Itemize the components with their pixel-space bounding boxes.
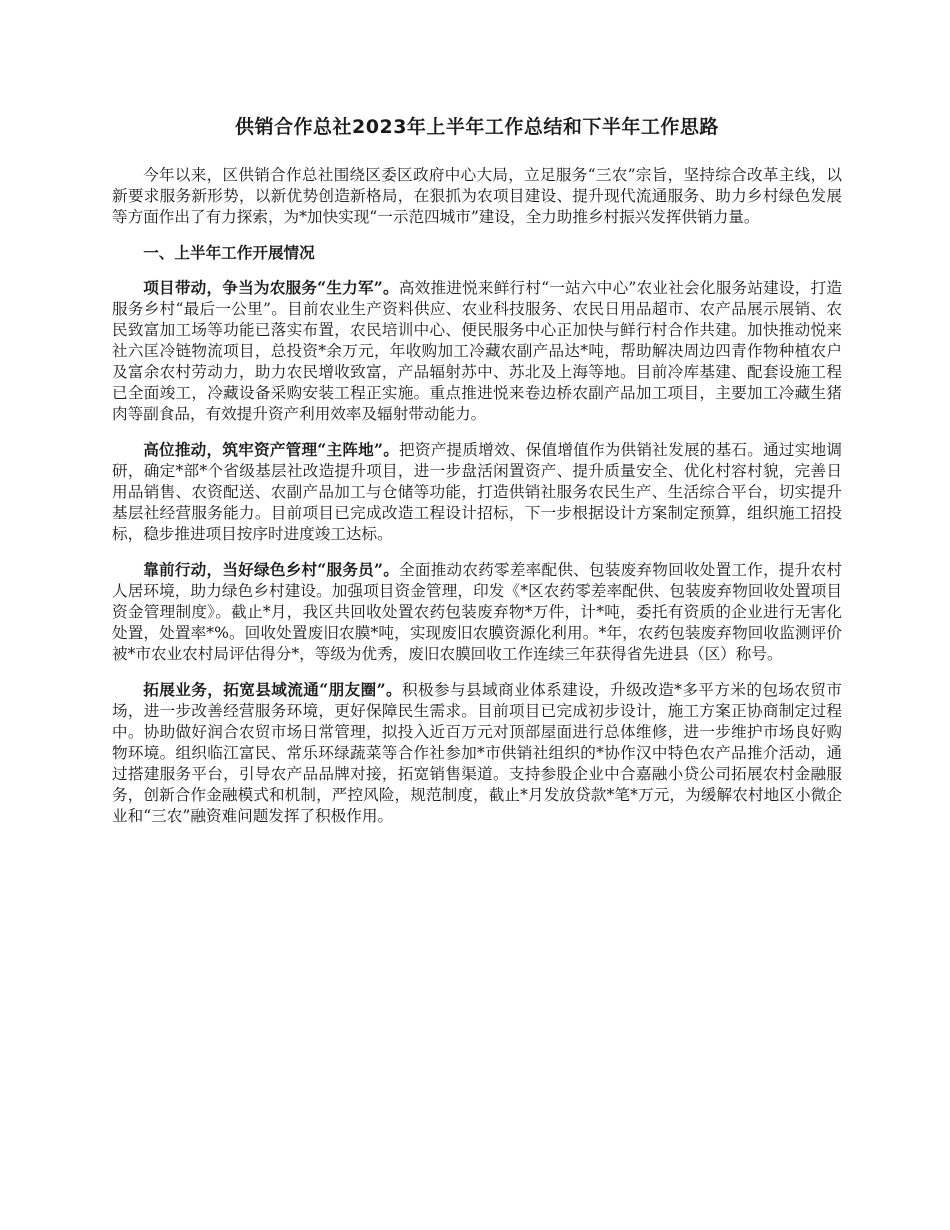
paragraph-green-village [112,559,842,665]
paragraph-lead: 拓展业务，拓宽县域流通“朋友圈”。 [143,680,403,699]
section-heading: 一、上半年工作开展情况 [143,243,315,262]
paragraph-business-expansion [112,679,842,827]
paragraph-body: 积极参与县域商业体系建设，升级改造*多平方米的包场农贸市场，进一步改善经营服务环境，更好保障民生需求。目前项目已完成初步设计，施工方案正协商制定过程中。协助做好润合农贸市场日常管理，拟投入近百万元对顶部屋面进行总体维修，进一步维护市场良好购物环境。组织临江富民、常乐环绿蔬菜等合作社参加*市供销社组织的*协作汉中特色农产品推介活动，通过搭建服务平台，引导农产品品牌对接，拓宽销售渠道。支持参股企业中合嘉融小贷公司拓展农村金融服务，创新合作金融模式和机制，严控风险，规范制度，截止*月发放贷款*笔*万元，为缓解农村地区小微企业和“三农”融资难问题发挥了积极作用。 [112,681,842,825]
paragraph-lead: 高位推动，筑牢资产管理“主阵地”。 [143,440,400,459]
paragraph-project-driven [112,277,842,425]
document-title: 供销合作总社2023年上半年工作总结和下半年工作思路 [235,116,719,138]
paragraph-body: 全面推动农药零差率配供、包装废弃物回收处置工作，提升农村人居环境，助力绿色乡村建设。加强项目资金管理，印发《*区农药零差率配供、包装废弃物回收处置项目资金管理制度》。截止*月，我区共回收处置农药包装废弃物*万件，计*吨，委托有资质的企业进行无害化处置，处置率*%。回收处置废旧农膜*吨，实现废旧农膜资源化利用。*年，农药包装废弃物回收监测评价被*市农业农村局评估得分*，等级为优秀，废旧农膜回收工作连续三年获得省先进县（区）称号。 [112,561,842,663]
intro-paragraph: 今年以来，区供销合作总社围绕区委区政府中心大局，立足服务“三农”宗旨，坚持综合改革主线，以新要求服务新形势，以新优势创造新格局，在狠抓为农项目建设、提升现代流通服务、助力乡村绿色发展等方面作出了有力探索，为*加快实现“一示范四城市”建设，全力助推乡村振兴发挥供销力量。 [112,166,842,226]
paragraph-body: 把资产提质增效、保值增值作为供销社发展的基石。通过实地调研，确定*部*个省级基层社改造提升项目，进一步盘活闲置资产、提升质量安全、优化村容村貌，完善日用品销售、农资配送、农副产品加工与仓储等功能，打造供销社服务农民生产、生活综合平台，切实提升基层社经营服务能力。目前项目已完成改造工程设计招标，下一步根据设计方案制定预算，组织施工招投标，稳步推进项目按序时进度竣工达标。 [112,441,842,543]
document-page [112,112,842,841]
paragraph-body: 高效推进悦来鲜行村“一站六中心”农业社会化服务站建设，打造服务乡村“最后一公里”。目前农业生产资料供应、农业科技服务、农民日用品超市、农产品展示展销、农民致富加工场等功能已落实布置，农民培训中心、便民服务中心正加快与鲜行村合作共建。加快推动悦来社六匡冷链物流项目，总投资*余万元，年收购加工冷藏农副产品达*吨，帮助解决周边四青作物种植农户及富余农村劳动力，助力农民增收致富，产品辐射苏中、苏北及上海等地。目前冷库基建、配套设施工程已全面竣工，冷藏设备采购安装工程正实施。重点推进悦来卷边桥农副产品加工项目，主要加工冷藏生猪肉等副食品，有效提升资产利用效率及辐射带动能力。 [112,279,842,423]
paragraph-lead: 靠前行动，当好绿色乡村“服务员”。 [143,560,400,579]
paragraph-asset-management [112,439,842,545]
paragraph-lead: 项目带动，争当为农服务“生力军”。 [143,278,399,297]
